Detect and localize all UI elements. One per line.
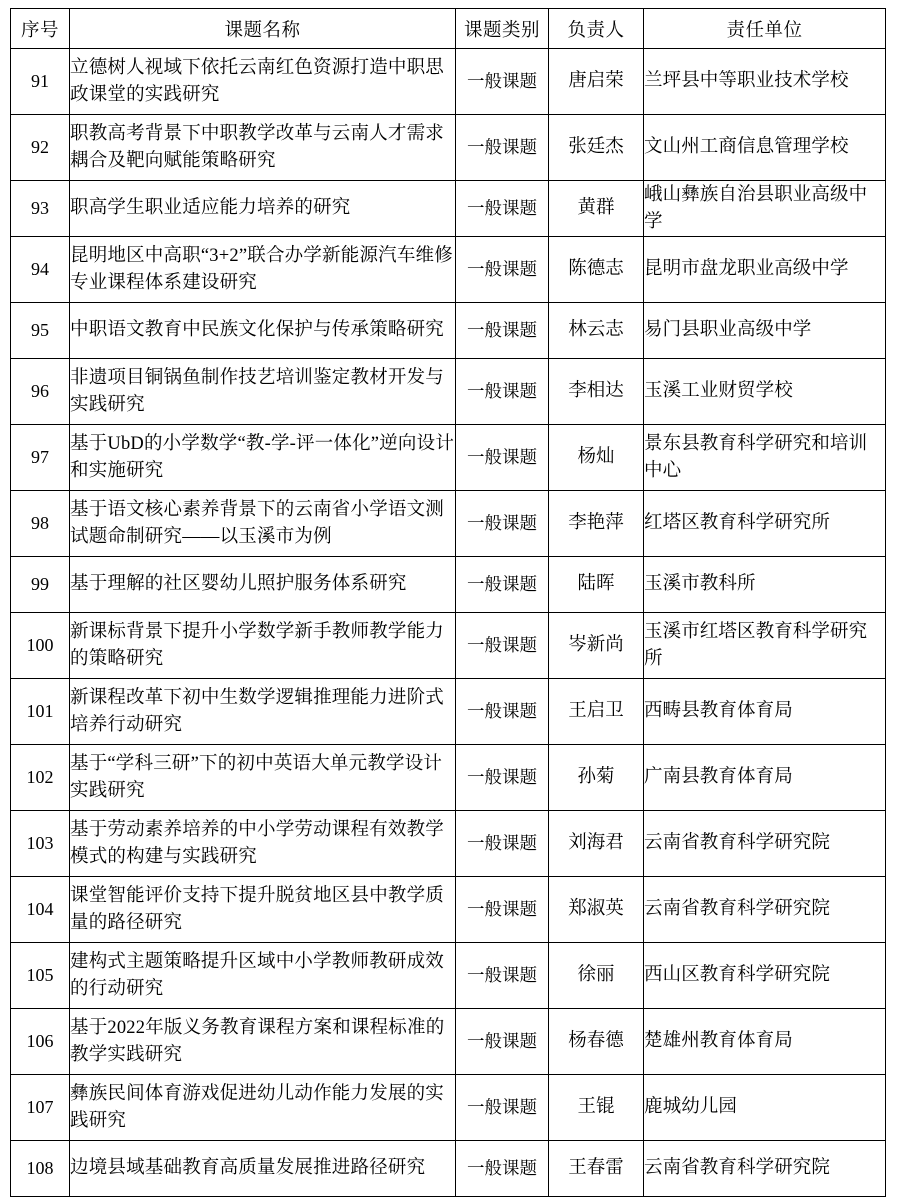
cell-project-name-text: 立德树人视域下依托云南红色资源打造中职思政课堂的实践研究 xyxy=(70,58,445,105)
column-header-unit: 责任单位 xyxy=(644,9,886,49)
cell-responsible-unit xyxy=(644,613,886,679)
cell-sequence-number-text: 101 xyxy=(26,700,54,721)
cell-leader-name xyxy=(549,425,644,491)
cell-project-type xyxy=(456,811,549,877)
cell-responsible-unit-text: 西山区教育科学研究院 xyxy=(644,965,831,986)
table-row xyxy=(11,425,886,491)
cell-responsible-unit xyxy=(644,1009,886,1075)
cell-responsible-unit xyxy=(644,877,886,943)
cell-project-type-text: 一般课题 xyxy=(467,833,537,854)
cell-project-type-text: 一般课题 xyxy=(467,198,537,219)
cell-project-type-text: 一般课题 xyxy=(467,767,537,788)
cell-responsible-unit xyxy=(644,303,886,359)
cell-project-type xyxy=(456,877,549,943)
cell-project-name xyxy=(70,1009,456,1075)
column-header-leader: 负责人 xyxy=(549,9,644,49)
cell-project-type-text: 一般课题 xyxy=(467,701,537,722)
cell-sequence-number xyxy=(11,1009,70,1075)
cell-project-name-text: 昆明地区中高职“3+2”联合办学新能源汽车维修专业课程体系建设研究 xyxy=(70,246,453,293)
cell-project-name xyxy=(70,811,456,877)
table-row xyxy=(11,303,886,359)
cell-leader-name xyxy=(549,877,644,943)
column-header-no: 序号 xyxy=(11,9,70,49)
cell-leader-name-text: 李相达 xyxy=(568,381,624,402)
cell-project-name-text: 基于UbD的小学数学“教-学-评一体化”逆向设计和实施研究 xyxy=(70,434,455,481)
cell-responsible-unit-text: 玉溪工业财贸学校 xyxy=(644,381,793,402)
cell-sequence-number-text: 100 xyxy=(26,634,54,655)
table-row xyxy=(11,237,886,303)
cell-project-name-text: 课堂智能评价支持下提升脱贫地区县中教学质量的路径研究 xyxy=(70,886,445,933)
cell-responsible-unit-text: 玉溪市红塔区教育科学研究所 xyxy=(644,622,868,669)
cell-responsible-unit xyxy=(644,491,886,557)
cell-responsible-unit-text: 玉溪市教科所 xyxy=(644,574,756,595)
cell-leader-name-text: 唐启荣 xyxy=(568,71,624,92)
cell-sequence-number-text: 96 xyxy=(31,380,49,401)
cell-sequence-number-text: 106 xyxy=(26,1030,54,1051)
cell-project-type-text: 一般课题 xyxy=(467,1031,537,1052)
cell-project-type xyxy=(456,943,549,1009)
cell-sequence-number xyxy=(11,613,70,679)
cell-sequence-number xyxy=(11,491,70,557)
cell-leader-name xyxy=(549,613,644,679)
cell-project-type-text: 一般课题 xyxy=(467,320,537,341)
cell-leader-name xyxy=(549,679,644,745)
cell-sequence-number-text: 95 xyxy=(31,319,49,340)
cell-project-name xyxy=(70,303,456,359)
cell-project-name-text: 建构式主题策略提升区域中小学教师教研成效的行动研究 xyxy=(70,952,445,999)
cell-sequence-number-text: 91 xyxy=(31,70,49,91)
cell-project-name-text: 基于“学科三研”下的初中英语大单元教学设计实践研究 xyxy=(70,754,443,801)
cell-project-name-text: 基于语文核心素养背景下的云南省小学语文测试题命制研究——以玉溪市为例 xyxy=(70,500,445,547)
cell-project-name-text: 职教高考背景下中职教学改革与云南人才需求耦合及靶向赋能策略研究 xyxy=(70,124,445,171)
cell-project-type xyxy=(456,491,549,557)
table-row xyxy=(11,115,886,181)
cell-leader-name-text: 张廷杰 xyxy=(568,137,624,158)
cell-leader-name xyxy=(549,1141,644,1197)
cell-sequence-number-text: 108 xyxy=(26,1157,54,1178)
table-row xyxy=(11,679,886,745)
cell-leader-name-text: 孙菊 xyxy=(577,767,615,788)
cell-project-name xyxy=(70,237,456,303)
cell-leader-name xyxy=(549,49,644,115)
cell-project-name xyxy=(70,115,456,181)
cell-responsible-unit xyxy=(644,115,886,181)
cell-responsible-unit-text: 西畴县教育体育局 xyxy=(644,701,793,722)
cell-sequence-number xyxy=(11,811,70,877)
cell-leader-name-text: 刘海君 xyxy=(568,833,624,854)
cell-leader-name xyxy=(549,1075,644,1141)
table-row xyxy=(11,359,886,425)
cell-responsible-unit xyxy=(644,237,886,303)
cell-sequence-number xyxy=(11,425,70,491)
cell-leader-name-text: 黄群 xyxy=(577,198,615,219)
cell-responsible-unit-text: 云南省教育科学研究院 xyxy=(644,899,831,920)
cell-project-type xyxy=(456,237,549,303)
table-row xyxy=(11,1141,886,1197)
cell-sequence-number-text: 102 xyxy=(26,766,54,787)
column-header-project-name: 课题名称 xyxy=(70,9,456,49)
cell-project-name xyxy=(70,1075,456,1141)
cell-sequence-number-text: 97 xyxy=(31,446,49,467)
cell-responsible-unit-text: 广南县教育体育局 xyxy=(644,767,793,788)
table-body xyxy=(11,49,886,1197)
cell-project-type-text: 一般课题 xyxy=(467,137,537,158)
cell-sequence-number-text: 92 xyxy=(31,136,49,157)
cell-leader-name xyxy=(549,943,644,1009)
cell-leader-name xyxy=(549,359,644,425)
cell-project-type-text: 一般课题 xyxy=(467,1097,537,1118)
cell-project-type-text: 一般课题 xyxy=(467,447,537,468)
cell-leader-name-text: 王启卫 xyxy=(568,701,624,722)
cell-leader-name-text: 林云志 xyxy=(568,320,624,341)
table-header xyxy=(11,9,886,49)
cell-responsible-unit-text: 红塔区教育科学研究所 xyxy=(644,513,831,534)
cell-project-type xyxy=(456,425,549,491)
cell-responsible-unit-text: 云南省教育科学研究院 xyxy=(644,1158,831,1179)
cell-project-type-text: 一般课题 xyxy=(467,635,537,656)
cell-project-type-text: 一般课题 xyxy=(467,259,537,280)
cell-project-name xyxy=(70,943,456,1009)
cell-project-type-text: 一般课题 xyxy=(467,71,537,92)
cell-project-name xyxy=(70,613,456,679)
cell-project-type-text: 一般课题 xyxy=(467,574,537,595)
cell-project-name xyxy=(70,679,456,745)
cell-project-name-text: 基于劳动素养培养的中小学劳动课程有效教学模式的构建与实践研究 xyxy=(70,820,445,867)
cell-responsible-unit-text: 易门县职业高级中学 xyxy=(644,320,812,341)
cell-leader-name xyxy=(549,237,644,303)
cell-project-type-text: 一般课题 xyxy=(467,381,537,402)
cell-leader-name xyxy=(549,557,644,613)
cell-leader-name-text: 杨春德 xyxy=(568,1031,624,1052)
cell-sequence-number xyxy=(11,115,70,181)
cell-project-type-text: 一般课题 xyxy=(467,513,537,534)
cell-sequence-number-text: 105 xyxy=(26,964,54,985)
cell-leader-name-text: 陈德志 xyxy=(568,259,624,280)
cell-sequence-number xyxy=(11,1141,70,1197)
cell-project-type xyxy=(456,181,549,237)
cell-project-name xyxy=(70,359,456,425)
cell-project-type-text: 一般课题 xyxy=(467,899,537,920)
research-projects-table xyxy=(10,8,886,1197)
cell-sequence-number xyxy=(11,943,70,1009)
table-row xyxy=(11,557,886,613)
cell-project-type xyxy=(456,613,549,679)
cell-project-name xyxy=(70,425,456,491)
cell-project-name xyxy=(70,1141,456,1197)
cell-leader-name-text: 郑淑英 xyxy=(568,899,624,920)
cell-leader-name xyxy=(549,115,644,181)
cell-project-name-text: 职高学生职业适应能力培养的研究 xyxy=(70,198,351,219)
cell-sequence-number xyxy=(11,181,70,237)
cell-sequence-number-text: 93 xyxy=(31,197,49,218)
table-row xyxy=(11,943,886,1009)
cell-sequence-number-text: 107 xyxy=(26,1096,54,1117)
cell-project-name-text: 新课程改革下初中生数学逻辑推理能力进阶式培养行动研究 xyxy=(70,688,445,735)
cell-sequence-number xyxy=(11,877,70,943)
cell-leader-name-text: 徐丽 xyxy=(577,965,615,986)
table-header-row xyxy=(11,9,886,49)
cell-project-name-text: 基于2022年版义务教育课程方案和课程标准的教学实践研究 xyxy=(70,1018,445,1065)
cell-project-name xyxy=(70,877,456,943)
cell-leader-name xyxy=(549,811,644,877)
cell-leader-name-text: 王春雷 xyxy=(568,1158,624,1179)
cell-sequence-number xyxy=(11,745,70,811)
cell-leader-name-text: 陆晖 xyxy=(577,574,615,595)
table-row xyxy=(11,745,886,811)
cell-sequence-number-text: 103 xyxy=(26,832,54,853)
cell-project-type xyxy=(456,115,549,181)
cell-project-name xyxy=(70,745,456,811)
column-header-project-type: 课题类别 xyxy=(456,9,549,49)
cell-project-name-text: 边境县域基础教育高质量发展推进路径研究 xyxy=(70,1158,426,1179)
cell-responsible-unit-text: 兰坪县中等职业技术学校 xyxy=(644,71,849,92)
cell-responsible-unit xyxy=(644,1075,886,1141)
cell-sequence-number xyxy=(11,679,70,745)
cell-project-type xyxy=(456,49,549,115)
cell-leader-name xyxy=(549,303,644,359)
cell-project-name-text: 中职语文教育中民族文化保护与传承策略研究 xyxy=(70,320,445,341)
cell-leader-name-text: 岑新尚 xyxy=(568,635,624,656)
cell-responsible-unit xyxy=(644,49,886,115)
cell-sequence-number-text: 98 xyxy=(31,512,49,533)
cell-project-type xyxy=(456,679,549,745)
cell-responsible-unit-text: 鹿城幼儿园 xyxy=(644,1097,738,1118)
cell-sequence-number xyxy=(11,237,70,303)
cell-sequence-number-text: 94 xyxy=(31,258,49,279)
cell-project-type xyxy=(456,557,549,613)
cell-project-name xyxy=(70,181,456,237)
cell-project-type xyxy=(456,745,549,811)
cell-project-type xyxy=(456,1141,549,1197)
cell-responsible-unit-text: 峨山彝族自治县职业高级中学 xyxy=(644,185,868,232)
cell-responsible-unit xyxy=(644,943,886,1009)
cell-responsible-unit xyxy=(644,679,886,745)
cell-leader-name-text: 李艳萍 xyxy=(568,513,624,534)
table-row xyxy=(11,811,886,877)
cell-responsible-unit xyxy=(644,811,886,877)
cell-project-name xyxy=(70,49,456,115)
cell-project-name-text: 非遗项目铜锅鱼制作技艺培训鉴定教材开发与实践研究 xyxy=(70,368,445,415)
table-row xyxy=(11,49,886,115)
cell-responsible-unit xyxy=(644,181,886,237)
cell-project-type xyxy=(456,1075,549,1141)
cell-responsible-unit xyxy=(644,359,886,425)
table-row xyxy=(11,181,886,237)
table-row xyxy=(11,1009,886,1075)
cell-sequence-number xyxy=(11,359,70,425)
table-row xyxy=(11,491,886,557)
cell-project-type-text: 一般课题 xyxy=(467,1158,537,1179)
cell-project-name-text: 新课标背景下提升小学数学新手教师教学能力的策略研究 xyxy=(70,622,445,669)
cell-project-name-text: 基于理解的社区婴幼儿照护服务体系研究 xyxy=(70,574,407,595)
cell-responsible-unit xyxy=(644,557,886,613)
cell-responsible-unit xyxy=(644,1141,886,1197)
cell-leader-name xyxy=(549,181,644,237)
cell-project-name-text: 彝族民间体育游戏促进幼儿动作能力发展的实践研究 xyxy=(70,1084,445,1131)
cell-project-type-text: 一般课题 xyxy=(467,965,537,986)
table-row xyxy=(11,877,886,943)
cell-responsible-unit-text: 云南省教育科学研究院 xyxy=(644,833,831,854)
cell-sequence-number xyxy=(11,557,70,613)
cell-leader-name xyxy=(549,491,644,557)
cell-sequence-number xyxy=(11,303,70,359)
cell-responsible-unit xyxy=(644,425,886,491)
cell-sequence-number-text: 104 xyxy=(26,898,54,919)
cell-leader-name xyxy=(549,745,644,811)
cell-responsible-unit-text: 景东县教育科学研究和培训中心 xyxy=(644,434,868,481)
cell-project-type xyxy=(456,303,549,359)
cell-responsible-unit-text: 楚雄州教育体育局 xyxy=(644,1031,793,1052)
cell-sequence-number xyxy=(11,1075,70,1141)
cell-responsible-unit xyxy=(644,745,886,811)
cell-leader-name xyxy=(549,1009,644,1075)
cell-responsible-unit-text: 文山州工商信息管理学校 xyxy=(644,137,849,158)
cell-responsible-unit-text: 昆明市盘龙职业高级中学 xyxy=(644,259,849,280)
cell-project-name xyxy=(70,491,456,557)
cell-leader-name-text: 杨灿 xyxy=(577,447,615,468)
table-row xyxy=(11,613,886,679)
cell-sequence-number-text: 99 xyxy=(31,573,49,594)
cell-project-name xyxy=(70,557,456,613)
cell-project-type xyxy=(456,359,549,425)
cell-project-type xyxy=(456,1009,549,1075)
table-row xyxy=(11,1075,886,1141)
cell-leader-name-text: 王锟 xyxy=(577,1097,615,1118)
cell-sequence-number xyxy=(11,49,70,115)
